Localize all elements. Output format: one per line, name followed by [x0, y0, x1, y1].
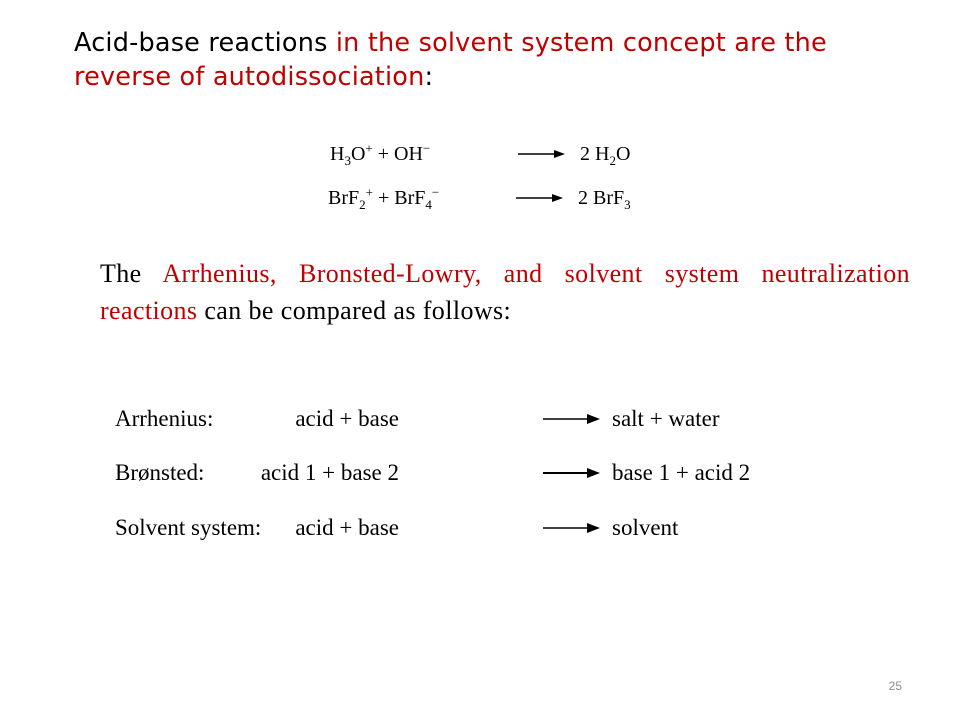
comparison-row-solvent-system	[115, 510, 835, 546]
reaction-arrow-icon	[541, 404, 601, 434]
comparison-row-bronsted	[115, 455, 835, 491]
equation-lhs: BrF$_2$+ + BrF$_4$−	[328, 184, 440, 212]
theory-name: Brønsted:	[115, 460, 205, 485]
paragraph-text-black: The	[100, 259, 163, 288]
reaction-arrow-icon	[516, 139, 566, 169]
paragraph-text-red: Arrhenius, Bronsted-Lowry, and solvent system neutralization reactions	[100, 259, 911, 325]
reactants: acid + base	[295, 406, 399, 431]
equation-rhs: 2 $H_2O$	[580, 143, 631, 168]
heading-text-black: Acid-base reactions	[74, 28, 336, 58]
products: solvent	[612, 515, 679, 540]
comparison-row-arrhenius	[115, 401, 835, 437]
paragraph-text-end: can be compared as follows:	[197, 296, 512, 325]
reactants: acid 1 + base 2	[260, 460, 399, 485]
heading-text-red: in the solvent system concept are the reverse of autodissociation	[74, 28, 827, 92]
page-number: 25	[888, 679, 902, 693]
heading-colon: :	[424, 62, 434, 92]
equation-lhs: $H_3O^+ + OH^-$	[330, 140, 431, 168]
reaction-arrow-icon	[541, 458, 601, 488]
slide-heading	[74, 26, 874, 94]
reactants: acid + base	[295, 515, 399, 540]
theory-name: Arrhenius:	[115, 406, 214, 431]
products: base 1 + acid 2	[612, 460, 751, 485]
comparison-intro-paragraph	[100, 255, 910, 329]
neutralization-comparison	[115, 398, 835, 558]
reaction-arrow-icon	[541, 513, 601, 543]
products: salt + water	[612, 406, 720, 431]
equation-rhs: 2 BrF$_3$	[578, 187, 631, 212]
reaction-arrow-icon	[514, 183, 564, 213]
theory-name: Solvent system:	[115, 515, 262, 540]
